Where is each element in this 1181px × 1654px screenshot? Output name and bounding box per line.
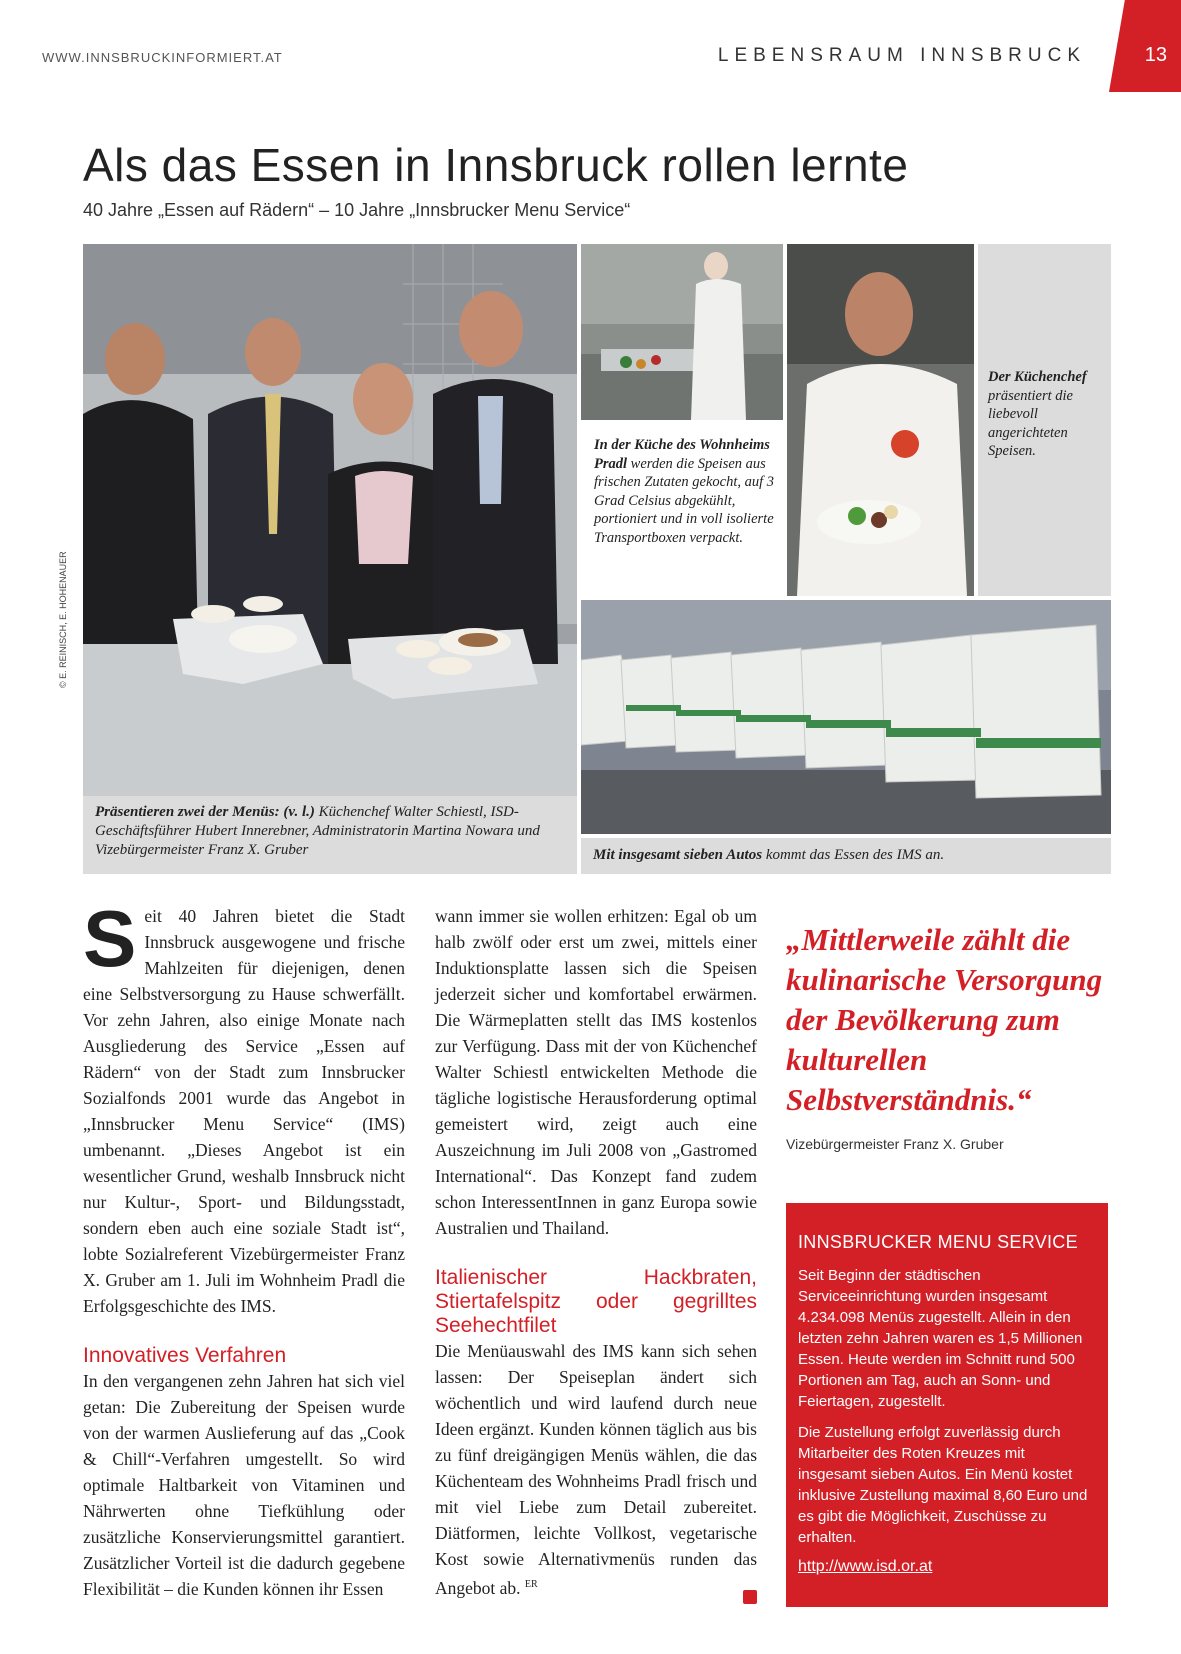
caption-chef-text: präsentiert die liebevoll angerichteten Speisen.	[988, 387, 1073, 459]
caption-kitchen	[594, 436, 776, 547]
group-photo	[83, 244, 577, 796]
pull-quote: „Mittlerweile zählt die kulinarische Versorgung der Bevölkerung zum kulturellen Selbstverständnis.“	[786, 922, 1103, 1117]
photo-credit: © E. REINISCH, E. HOHENAUER	[58, 551, 68, 688]
caption-chef-bold: Der Küchenchef	[988, 369, 1087, 385]
info-box-title: INNSBRUCKER MENU SERVICE	[798, 1232, 1078, 1252]
kitchen-caption-area	[581, 420, 783, 596]
intro-paragraph	[83, 894, 405, 1319]
info-box-paragraph-1: Seit Beginn der städtischen Serviceeinrichtung wurden insgesamt 4.234.098 Menüs zugestellt. Allein in den letzten zehn Jahren waren es 1,5 Millionen Essen. Heute werden im Schnitt rund 500 Portionen am Tag, auch an Sonn- und Feiertagen, zugestellt.	[798, 1267, 1083, 1410]
paragraph-menueauswahl	[435, 1338, 757, 1601]
kitchen-photo	[581, 244, 783, 420]
article-column-2	[435, 903, 757, 1601]
caption-kitchen-bold: In der Küche des Wohnheims Pradl	[594, 437, 770, 472]
info-box	[786, 1203, 1108, 1607]
page-number: 13	[1144, 44, 1167, 66]
menueauswahl-text: Die Menüauswahl des IMS kann sich sehen lassen: Der Speiseplan ändert sich wöchentlich und wird laufend durch neue Ideen ergänzt. Kunden können täglich aus bis zu fünf dreigängigen Menüs wählen, die das Küchenteam des Wohnheims Pradl frisch und mit viel Liebe zum Detail zubereitet. Diätformen, leichte Vollkost, vegetarische Kost sowie Alternativmenüs runden das Angebot ab.	[435, 1341, 757, 1598]
author-initials: ER	[524, 1579, 538, 1590]
caption-kitchen-text: werden die Speisen aus frischen Zutaten gekocht, auf 3 Grad Celsius abgekühlt, portioniert und in voll isolierte Transportboxen verpackt.	[594, 455, 775, 546]
paragraph-induktion: wann immer sie wollen erhitzen: Egal ob um halb zwölf oder erst um zwei, mittels einer Induktionsplatte lassen sich die Speisen jederzeit sicher und komfortabel erwärmen. Die Wärmeplatten stellt das IMS kostenlos zur Verfügung. Dass mit der von Küchenchef Walter Schiestl entwickelten Methode die tägliche logistische Herausforderung optimal gemeistert wird, zeigt auch eine Auszeichnung im Juli 2008 von „Gastromed International“. Das Konzept fand zudem schon InteressentInnen in ganz Europa sowie Australien und Thailand.	[435, 906, 757, 1238]
isd-link[interactable]: http://www.isd.or.at	[798, 1558, 933, 1575]
intro-text: eit 40 Jahren bietet die Stadt Innsbruck ausgewogene und frische Mahlzeiten für diejenigen, denen eine Selbstversorgung zu Hause schwerfällt. Vor zehn Jahren, also einige Monate nach Ausgliederung des Service „Essen auf Rädern“ von der Stadt zum Innsbrucker Sozialfonds 2001 wurde das Angebot in „Innsbrucker Menu Service“ (IMS) umbenannt. „Dieses Angebot ist ein wesentlicher Grund, weshalb Innsbruck nicht nur Kultur-, Sport- und Bildungsstadt, sondern eben auch eine soziale Stadt ist“, lobte Sozialreferent Vizebürgermeister Franz X. Gruber am 1. Juli im Wohnheim Pradl die Erfolgsgeschichte des IMS.	[83, 906, 405, 1316]
caption-group-text: Küchenchef Walter Schiestl, ISD-Geschäftsführer Hubert Innerebner, Administratorin Martina Nowara und Vizebürgermeister Franz X. Gruber	[95, 804, 540, 858]
caption-chef	[988, 368, 1106, 461]
article-title: Als das Essen in Innsbruck rollen lernte	[83, 139, 909, 191]
caption-group-photo	[83, 796, 577, 874]
article-subtitle: 40 Jahre „Essen auf Rädern“ – 10 Jahre „Innsbrucker Menu Service“	[83, 200, 631, 220]
cars-photo	[581, 600, 1111, 834]
site-url: WWW.INNSBRUCKINFORMIERT.AT	[42, 50, 283, 65]
caption-group-bold: Präsentieren zwei der Menüs: (v. l.)	[95, 804, 315, 820]
section-title: LEBENSRAUM INNSBRUCK	[717, 45, 1086, 66]
info-box-paragraph-2: Die Zustellung erfolgt zuverlässig durch Mitarbeiter des Roten Kreuzes mit insgesamt sieben Autos. Ein Menü kostet inklusive Zustellung maximal 8,60 Euro und es gibt die Möglichkeit, Zuschüsse zu erhalten.	[798, 1424, 1088, 1546]
caption-cars-photo	[581, 838, 1111, 874]
chef-photo	[787, 244, 974, 596]
article-column-1	[83, 894, 405, 1602]
chef-caption-area	[978, 244, 1111, 596]
drop-cap: S	[83, 894, 137, 983]
end-mark	[743, 1590, 757, 1604]
quote-author: Vizebürgermeister Franz X. Gruber	[786, 1136, 1004, 1152]
heading-menueauswahl: Italienischer Hackbraten, Stiertafelspitz oder gegrilltes Seehechtfilet	[435, 1266, 757, 1337]
heading-innovatives-verfahren: Innovatives Verfahren	[83, 1344, 287, 1367]
caption-cars-text: kommt das Essen des IMS an.	[762, 847, 945, 863]
paragraph-cook-chill: In den vergangenen zehn Jahren hat sich viel getan: Die Zubereitung der Speisen wurde von der warmen Auslieferung auf das „Cook & Chill“-Verfahren umgestellt. So wird optimale Haltbarkeit von Vitaminen und Nährwerten ohne Tiefkühlung oder zusätzliche Konservierungsmittel garantiert. Zusätzlicher Vorteil ist die dadurch gegebene Flexibilität – die Kunden können ihr Essen	[83, 1371, 405, 1599]
caption-cars-bold: Mit insgesamt sieben Autos	[593, 847, 763, 863]
